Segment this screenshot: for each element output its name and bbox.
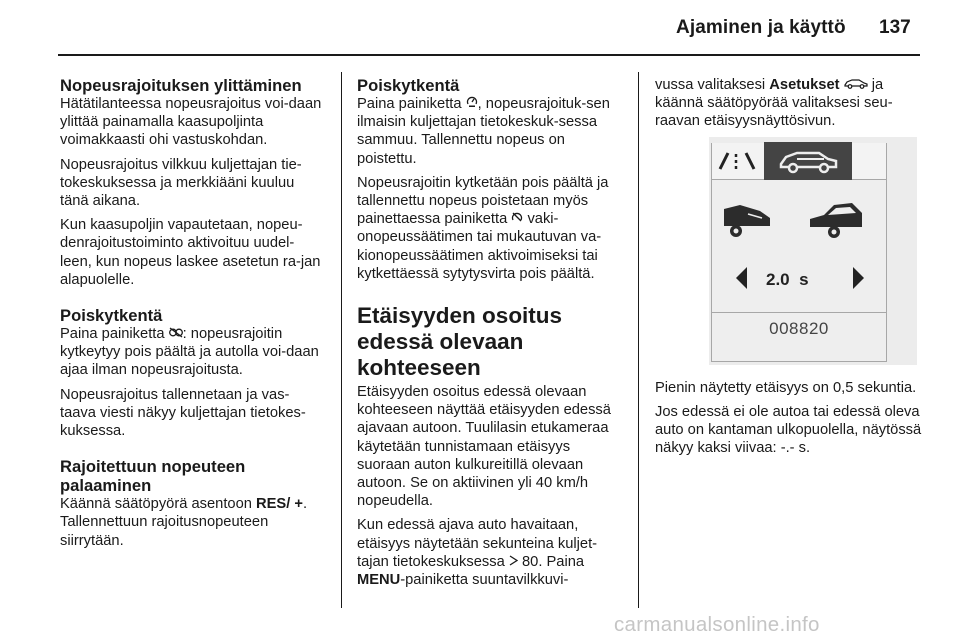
column-3 xyxy=(655,76,923,463)
column-2 xyxy=(357,76,624,595)
paragraph: Kun kaasupoljin vapautetaan, nopeu‐denrajoitustoiminto aktivoituu uudel‐leen, kun nopeus laskee asetetun ra‐jan alapuolelle. xyxy=(60,217,321,288)
paragraph xyxy=(60,325,325,380)
page-reference-arrow-icon xyxy=(509,553,518,571)
display-top-bar xyxy=(712,143,886,180)
selected-car-tab xyxy=(764,142,852,180)
arrow-right-icon xyxy=(852,267,864,289)
cruise-control-cancel-icon xyxy=(511,210,523,228)
distance-value xyxy=(766,271,809,289)
paragraph-text: Nopeusrajoitin kytketään pois päältä ja tallennettu nopeus poistetaan myös painettaessa painiketta xyxy=(357,174,609,228)
page-number: 137 xyxy=(879,17,911,38)
column-1 xyxy=(60,76,325,556)
page-reference[interactable]: 80 xyxy=(521,553,539,570)
paragraph-text: vussa valitaksesi xyxy=(655,77,766,93)
display-screen xyxy=(711,143,887,362)
distance-display-illustration xyxy=(709,137,917,365)
section-heading: Poiskytkentä xyxy=(60,306,163,326)
odometer-value: 008820 xyxy=(769,318,829,338)
paragraph-text: . Tallennettuun rajoitusnopeuteen siirrytään. xyxy=(60,496,308,549)
res-plus-label: RES/ + xyxy=(256,496,303,513)
paragraph: Hätätilanteessa nopeusrajoitus voi‐daan ylittää painamalla kaasupoljinta voimakkaasti ohi vastuskohdan. xyxy=(60,96,322,149)
column-divider-2 xyxy=(638,72,639,608)
paragraph: Nopeusrajoitus tallennetaan ja vas‐taava viesti näkyy kuljettajan tietokes‐kuksessa. xyxy=(60,386,306,440)
car-icon xyxy=(844,76,868,94)
page-header-title: Ajaminen ja käyttö xyxy=(676,17,846,38)
paragraph xyxy=(357,174,624,283)
paragraph-text: -painiketta suuntavilkkuvi‐ xyxy=(400,572,569,589)
watermark: carmanualsonline.info xyxy=(614,613,820,636)
paragraph xyxy=(357,95,624,168)
display-bottom-divider xyxy=(712,312,886,314)
arrow-left-icon xyxy=(736,267,748,289)
lane-icon xyxy=(716,149,764,178)
speed-limiter-icon xyxy=(466,95,478,113)
speed-limiter-cancel-icon xyxy=(169,325,183,343)
paragraph xyxy=(60,495,325,550)
distance-unit: s xyxy=(799,269,809,289)
paragraph-text: : nopeusrajoitin kytkeytyy pois päältä ja autolla voi‐daan ajaa ilman nopeusrajoitusta. xyxy=(60,326,319,379)
column-divider-1 xyxy=(341,72,342,608)
menu-button-label: MENU xyxy=(357,572,401,589)
distance-seconds: 2.0 xyxy=(766,269,790,289)
paragraph-text: , nopeusrajoituk‐sen ilmaisin kuljettajan tietokeskuk‐sessa sammuu. Tallennettu nopeus on poistettu. xyxy=(357,96,610,167)
section-heading-large: Etäisyyden osoitus edessä olevaan kohteeseen xyxy=(357,303,563,381)
settings-label: Asetukset xyxy=(769,77,840,93)
car-ahead-icon xyxy=(806,199,866,241)
paragraph: Nopeusrajoitus vilkkuu kuljettajan tie‐tokeskuksessa ja merkkiääni kuuluu tänä aikana. xyxy=(60,156,302,210)
section-heading: Nopeusrajoituksen ylittäminen xyxy=(60,76,302,95)
own-car-rear-icon xyxy=(720,201,776,241)
section-heading: Rajoitettuun nopeuteen palaaminen xyxy=(60,457,246,496)
paragraph-text: ja käännä säätöpyörää valitaksesi seu‐raavan etäisyysnäyttösivun. xyxy=(655,77,893,130)
paragraph-text: vaki‐onopeussäätimen tai mukautuvan va‐kionopeussäätimen aktivoimiseksi tai kytkettäessä sytytysvirta pois päältä. xyxy=(357,211,602,282)
paragraph: Pienin näytetty etäisyys on 0,5 sekuntia. xyxy=(655,379,917,396)
car-outline-icon xyxy=(764,142,852,180)
paragraph: Jos edessä ei ole autoa tai edessä oleva auto on kantaman ulkopuolella, näytössä näkyy kaksi viivaa: -.- s. xyxy=(655,403,922,457)
header-rule xyxy=(58,54,920,56)
section-heading: Poiskytkentä xyxy=(357,76,460,95)
paragraph xyxy=(357,516,624,589)
paragraph: Etäisyyden osoitus edessä olevaan kohteeseen näyttää etäisyyden edessä ajavaan autoon. Tuulilasin etukameraa käytetään tunnistamaan etäisyys suoraan auton kulkureitillä olevaan autoon. Se on aktiivinen yli 40 km/h nopeudella. xyxy=(357,384,611,510)
paragraph xyxy=(655,76,923,131)
paragraph-text: Kun edessä ajava auto havaitaan, etäisyys näytetään sekunteina kuljet‐tajan tietokeskuksessa xyxy=(357,517,598,570)
paragraph-text: Paina painiketta xyxy=(60,326,165,343)
paragraph-text: Käännä säätöpyörä asentoon xyxy=(60,496,252,513)
paragraph-text: Paina painiketta xyxy=(357,96,462,112)
paragraph-text: . Paina xyxy=(538,553,585,570)
